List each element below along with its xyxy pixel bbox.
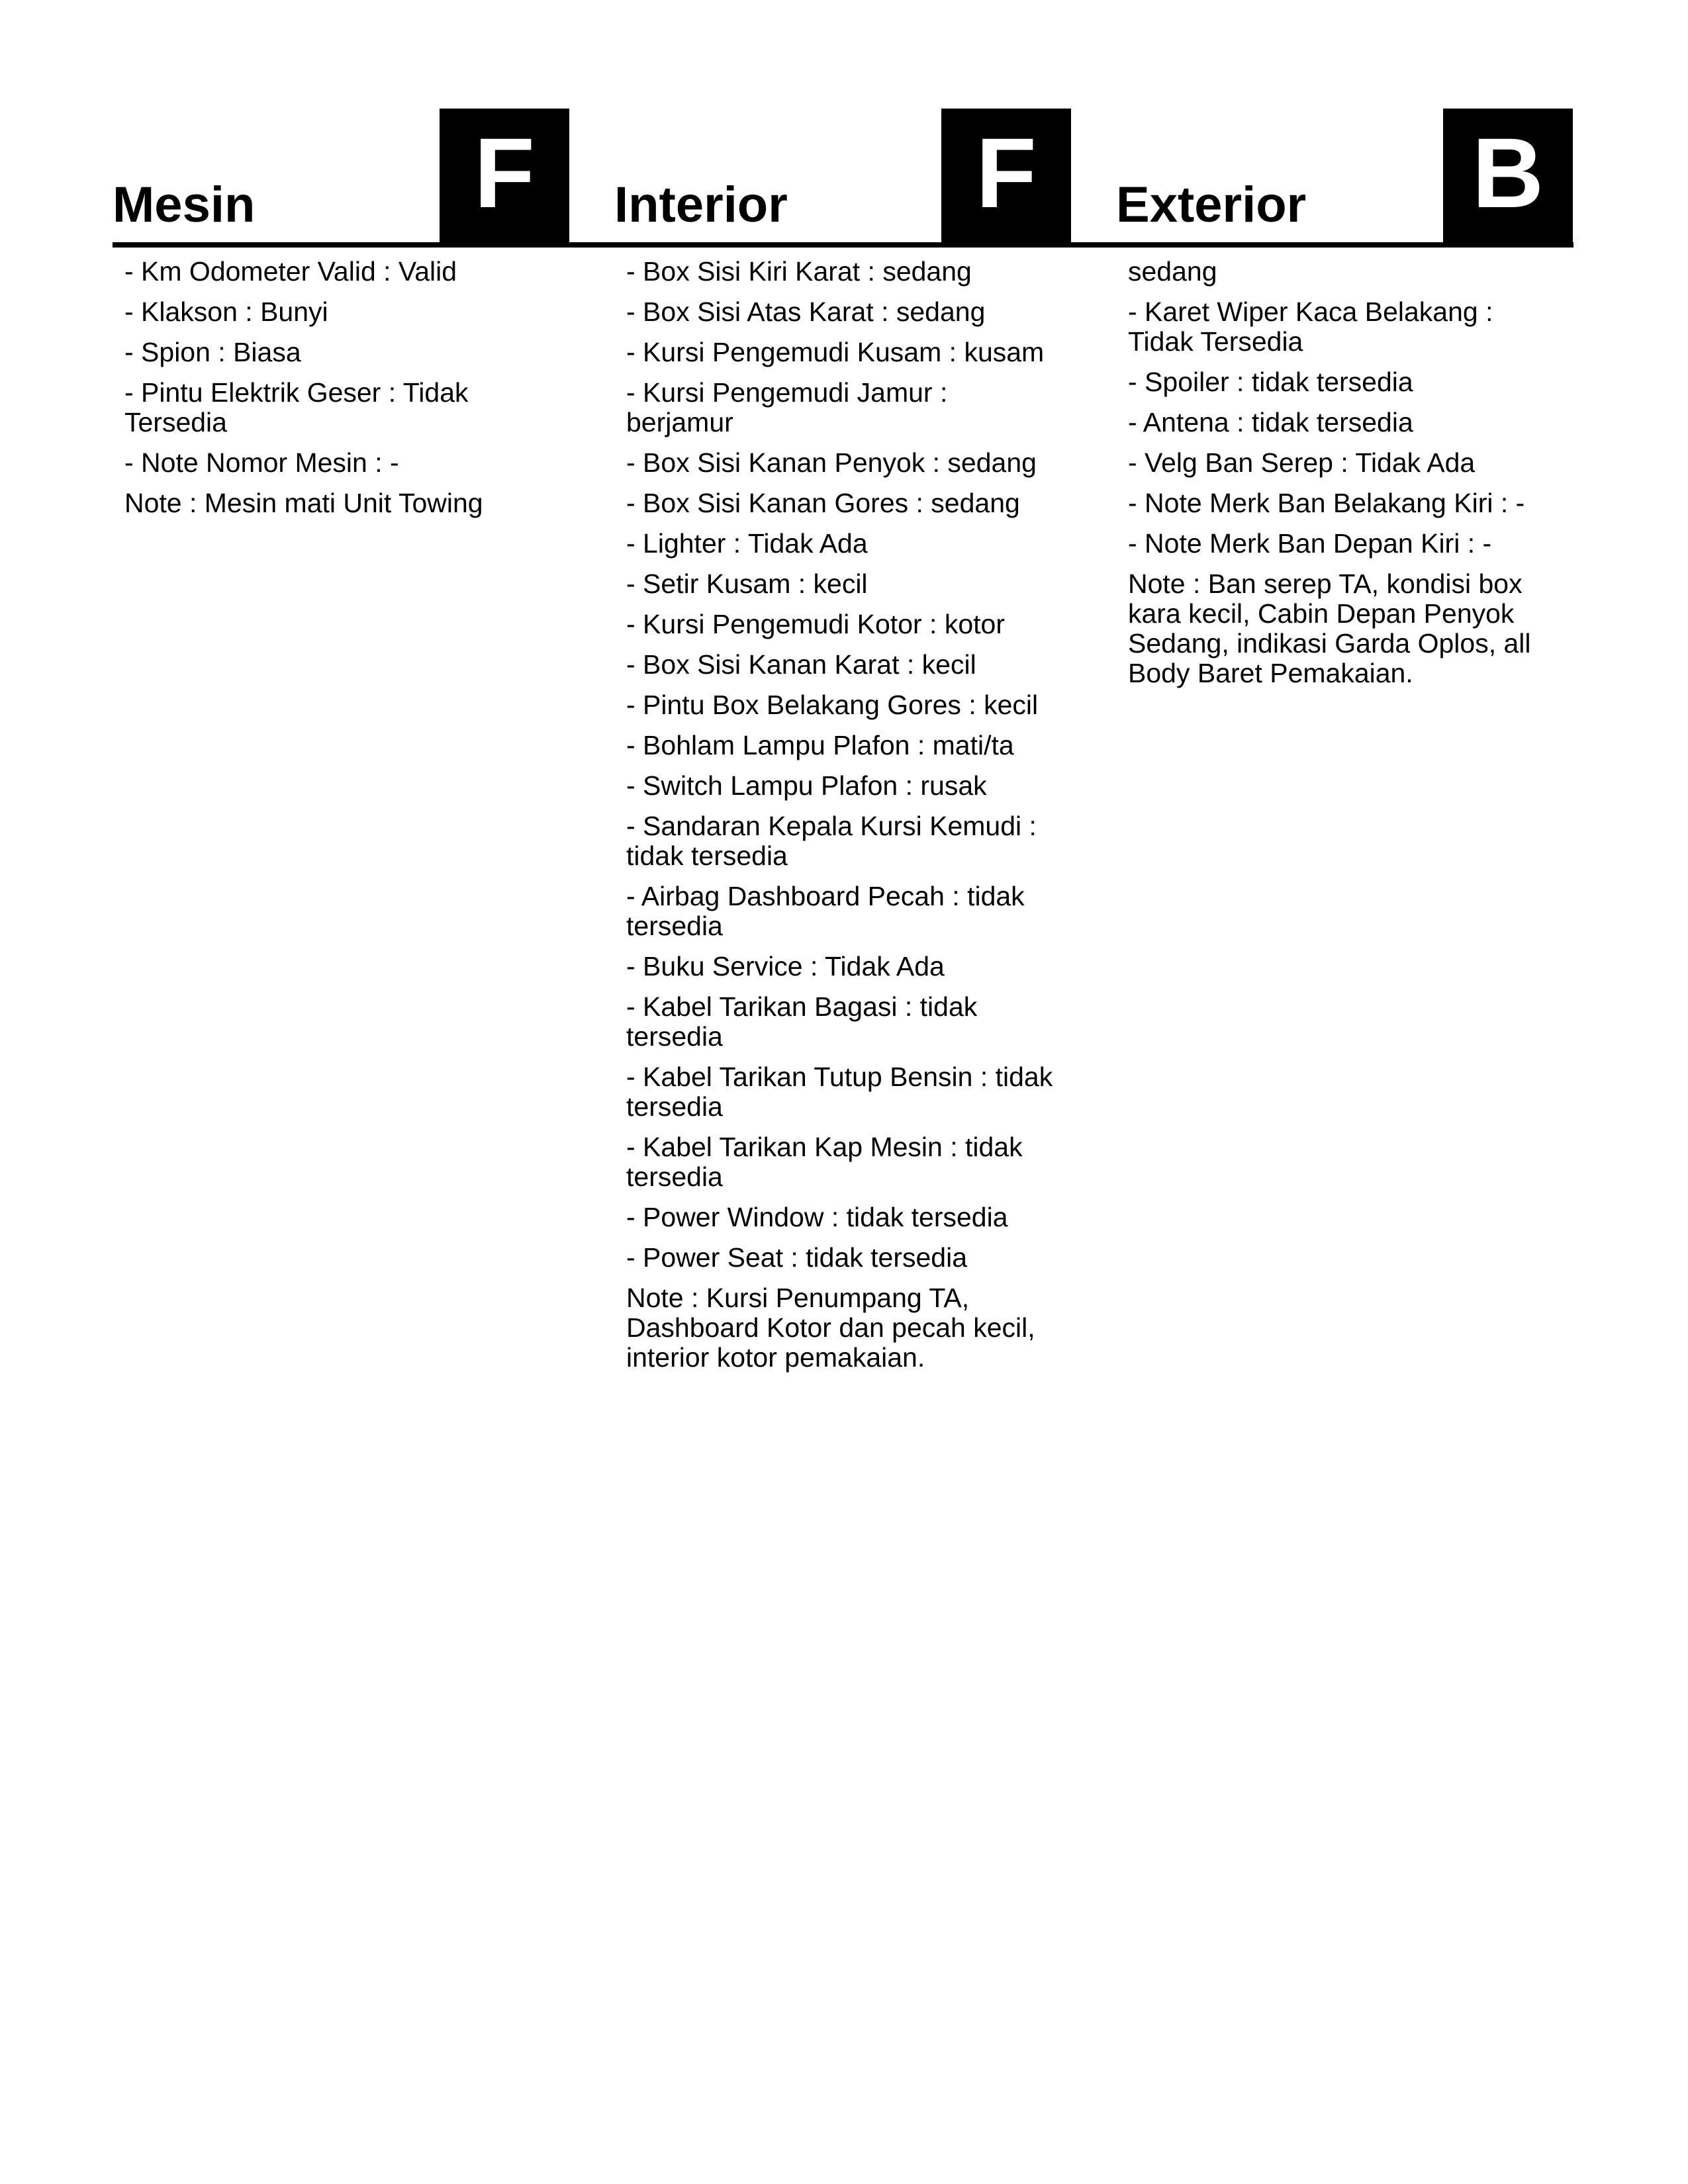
list-item: - Spoiler : tidak tersedia (1128, 367, 1413, 397)
list-item: - Note Nomor Mesin : - (124, 447, 399, 478)
section-interior (614, 109, 1071, 1383)
list-item: - Kursi Pengemudi Kusam : kusam (626, 337, 1045, 367)
list-item: - Km Odometer Valid : Valid (124, 256, 457, 287)
list-item: - Velg Ban Serep : Tidak Ada (1128, 447, 1476, 478)
list-item: - Karet Wiper Kaca Belakang : Tidak Tersedia (1128, 296, 1493, 357)
list-item: - Buku Service : Tidak Ada (626, 951, 945, 981)
list-item: - Pintu Box Belakang Gores : kecil (626, 690, 1039, 720)
section-mesin (113, 109, 569, 529)
section-title: Exterior (1116, 177, 1307, 233)
list-item: - Switch Lampu Plafon : rusak (626, 770, 987, 801)
list-item: - Power Seat : tidak tersedia (626, 1242, 968, 1273)
list-item: - Kabel Tarikan Bagasi : tidak tersedia (626, 991, 978, 1052)
list-item: - Kabel Tarikan Tutup Bensin : tidak tersedia (626, 1062, 1053, 1122)
section-header (113, 109, 569, 245)
item-list (1116, 257, 1573, 688)
list-item: - Lighter : Tidak Ada (626, 528, 868, 559)
list-item: - Box Sisi Atas Karat : sedang (626, 296, 986, 327)
grade-badge: B (1443, 109, 1573, 245)
list-item: - Box Sisi Kanan Karat : kecil (626, 649, 976, 680)
section-note: Note : Kursi Penumpang TA, Dashboard Kotor dan pecah kecil, interior kotor pemakaian. (626, 1283, 1035, 1373)
list-item: - Power Window : tidak tersedia (626, 1202, 1008, 1232)
section-header (614, 109, 1071, 245)
list-item: sedang (1128, 256, 1217, 287)
list-item: - Note Merk Ban Belakang Kiri : - (1128, 488, 1525, 518)
list-item: - Setir Kusam : kecil (626, 569, 868, 599)
list-item: - Note Merk Ban Depan Kiri : - (1128, 528, 1492, 559)
grade-badge: F (440, 109, 569, 245)
section-note: Note : Mesin mati Unit Towing (124, 488, 483, 518)
list-item: - Antena : tidak tersedia (1128, 407, 1413, 437)
item-list (614, 257, 1071, 1373)
section-note: Note : Ban serep TA, kondisi box kara kecil, Cabin Depan Penyok Sedang, indikasi Garda Oplos, all Body Baret Pemakaian. (1128, 569, 1531, 688)
grade-badge: F (941, 109, 1071, 245)
list-item: - Pintu Elektrik Geser : Tidak Tersedia (124, 377, 469, 437)
list-item: - Box Sisi Kanan Gores : sedang (626, 488, 1020, 518)
list-item: - Kursi Pengemudi Kotor : kotor (626, 609, 1005, 639)
item-list (113, 257, 569, 518)
list-item: - Spion : Biasa (124, 337, 301, 367)
list-item: - Box Sisi Kiri Karat : sedang (626, 256, 972, 287)
list-item: - Bohlam Lampu Plafon : mati/ta (626, 730, 1014, 760)
section-header (1116, 109, 1573, 245)
list-item: - Klakson : Bunyi (124, 296, 328, 327)
section-exterior (1116, 109, 1573, 699)
section-title: Mesin (113, 177, 256, 233)
list-item: - Box Sisi Kanan Penyok : sedang (626, 447, 1037, 478)
list-item: - Sandaran Kepala Kursi Kemudi : tidak tersedia (626, 811, 1037, 871)
section-title: Interior (614, 177, 788, 233)
list-item: - Kursi Pengemudi Jamur : berjamur (626, 377, 948, 437)
list-item: - Kabel Tarikan Kap Mesin : tidak tersedia (626, 1132, 1023, 1192)
list-item: - Airbag Dashboard Pecah : tidak tersedia (626, 881, 1025, 941)
